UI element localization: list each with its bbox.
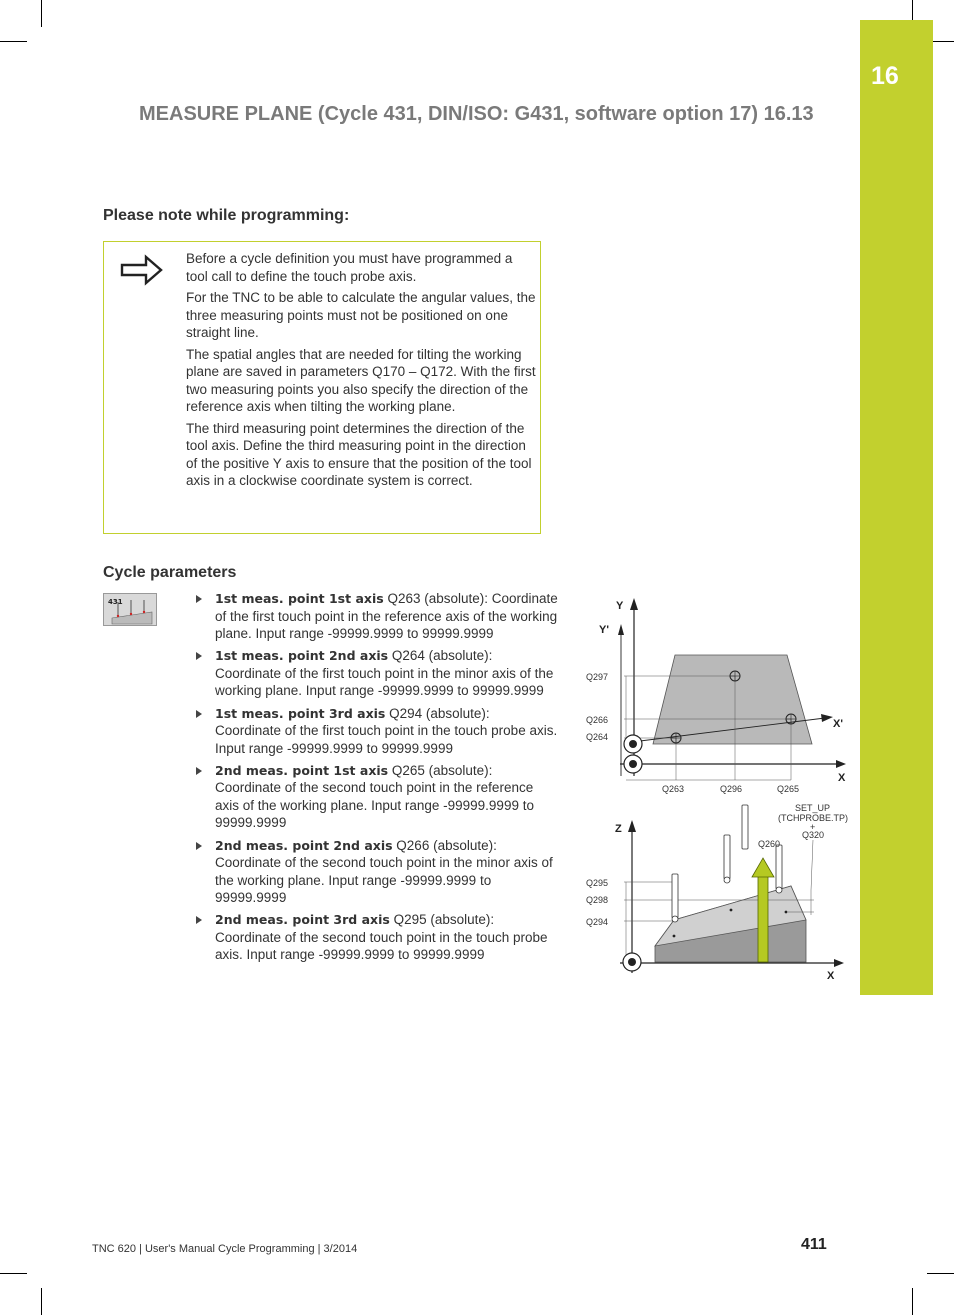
param-desc: Q265 (absolute): Coordinate of the second touch point in the reference axis of the working plane. Input range -99999.9999 to 99999.9999 (215, 762, 534, 831)
list-item (193, 911, 558, 964)
q265-label: Q265 (777, 784, 800, 794)
param-name: 1st meas. point 3rd axis (215, 705, 386, 721)
cycle-number-label: 431 (108, 598, 123, 606)
param-name: 2nd meas. point 2nd axis (215, 837, 393, 853)
bullet-triangle-icon (196, 595, 202, 603)
side-view-diagram (586, 803, 848, 982)
page-header: MEASURE PLANE (Cycle 431, DIN/ISO: G431, software option 17) 16.13 (139, 103, 814, 125)
q264-label: Q264 (586, 732, 609, 742)
bullet-triangle-icon (196, 652, 202, 660)
arrow-right-icon (120, 254, 164, 286)
plus-label: + (810, 822, 816, 832)
q320-label: Q320 (802, 830, 825, 840)
param-desc: Q295 (absolute): Coordinate of the second touch point in the touch probe axis. Input range -99999.9999 to 99999.9999 (215, 912, 548, 963)
note-paragraph: The third measuring point determines the direction of the tool axis. Define the third measuring point in the direction of the positive Y axis to ensure that the position of the tool axis in a clockwise coordinate system is correct. (186, 420, 532, 488)
axis-y-label: Y (616, 600, 624, 612)
bullet-triangle-icon (196, 842, 202, 850)
param-name: 1st meas. point 2nd axis (215, 648, 389, 664)
list-item (193, 837, 558, 907)
crop-mark (912, 1288, 913, 1315)
bullet-triangle-icon (196, 710, 202, 718)
note-paragraph: For the TNC to be able to calculate the angular values, the three measuring points must not be positioned on one straight line. (186, 290, 536, 340)
q294-label: Q294 (586, 917, 609, 927)
q263-label: Q263 (662, 784, 685, 794)
footer-text: TNC 620 | User's Manual Cycle Programming | 3/2014 (92, 1243, 358, 1255)
axis-x-prime-label: X' (833, 718, 843, 730)
page-number: 411 (801, 1236, 827, 1253)
param-desc: Q294 (absolute): Coordinate of the first touch point in the touch probe axis. Input range -99999.9999 to 99999.9999 (215, 705, 558, 756)
note-heading: Please note while programming: (103, 207, 350, 224)
param-desc: Q266 (absolute): Coordinate of the second touch point in the minor axis of the working plane. Input range -99999.9999 to 99999.9999 (215, 837, 553, 906)
bullet-triangle-icon (196, 767, 202, 775)
crop-mark (0, 1273, 27, 1274)
q297-label: Q297 (586, 672, 609, 682)
param-desc: Q264 (absolute): Coordinate of the first touch point in the minor axis of the working plane. Input range -99999.9999 to 99999.9999 (215, 648, 554, 699)
param-name: 2nd meas. point 1st axis (215, 762, 389, 778)
set-up-label: SET_UP (795, 803, 831, 813)
crop-mark (0, 41, 27, 42)
cycle-heading: Cycle parameters (103, 564, 237, 581)
top-view-diagram (586, 598, 846, 794)
axis-y-prime-label: Y' (599, 624, 609, 636)
note-text (186, 250, 536, 494)
note-box (103, 241, 541, 534)
list-item (193, 705, 558, 758)
list-item (193, 590, 558, 643)
tchprobe-label: (TCHPROBE.TP) (778, 813, 849, 823)
cycle-graphic-icon (104, 594, 156, 625)
axis-x-label: X (827, 970, 835, 982)
axis-z-label: Z (615, 823, 622, 835)
param-name: 1st meas. point 1st axis (215, 591, 384, 606)
measure-plane-diagram (580, 590, 860, 985)
crop-mark (41, 0, 42, 27)
cycle-parameter-list (193, 590, 558, 969)
crop-mark (41, 1288, 42, 1315)
list-item (193, 762, 558, 832)
q266-label: Q266 (586, 715, 609, 725)
note-paragraph: Before a cycle definition you must have programmed a tool call to define the touch probe axis. (186, 251, 513, 284)
param-desc: Q263 (absolute): Coordinate of the first touch point in the reference axis of the working plane. Input range -99999.9999 to 99999.9999 (215, 591, 558, 641)
bullet-triangle-icon (196, 916, 202, 924)
note-paragraph: The spatial angles that are needed for tilting the working plane are saved in parameters Q170 – Q172. With the first two measuring points you also specify the direction of the reference axis when tilting the working plane. (186, 346, 536, 414)
chapter-number: 16 (871, 62, 899, 90)
crop-mark (927, 1273, 954, 1274)
q298-label: Q298 (586, 895, 609, 905)
list-item (193, 647, 558, 700)
q295-label: Q295 (586, 878, 609, 888)
param-name: 2nd meas. point 3rd axis (215, 912, 390, 928)
chapter-tab (860, 20, 933, 995)
q260-label: Q260 (758, 839, 781, 849)
axis-x-label: X (838, 772, 846, 784)
cycle-431-softkey-icon (103, 593, 157, 626)
q296-label: Q296 (720, 784, 743, 794)
